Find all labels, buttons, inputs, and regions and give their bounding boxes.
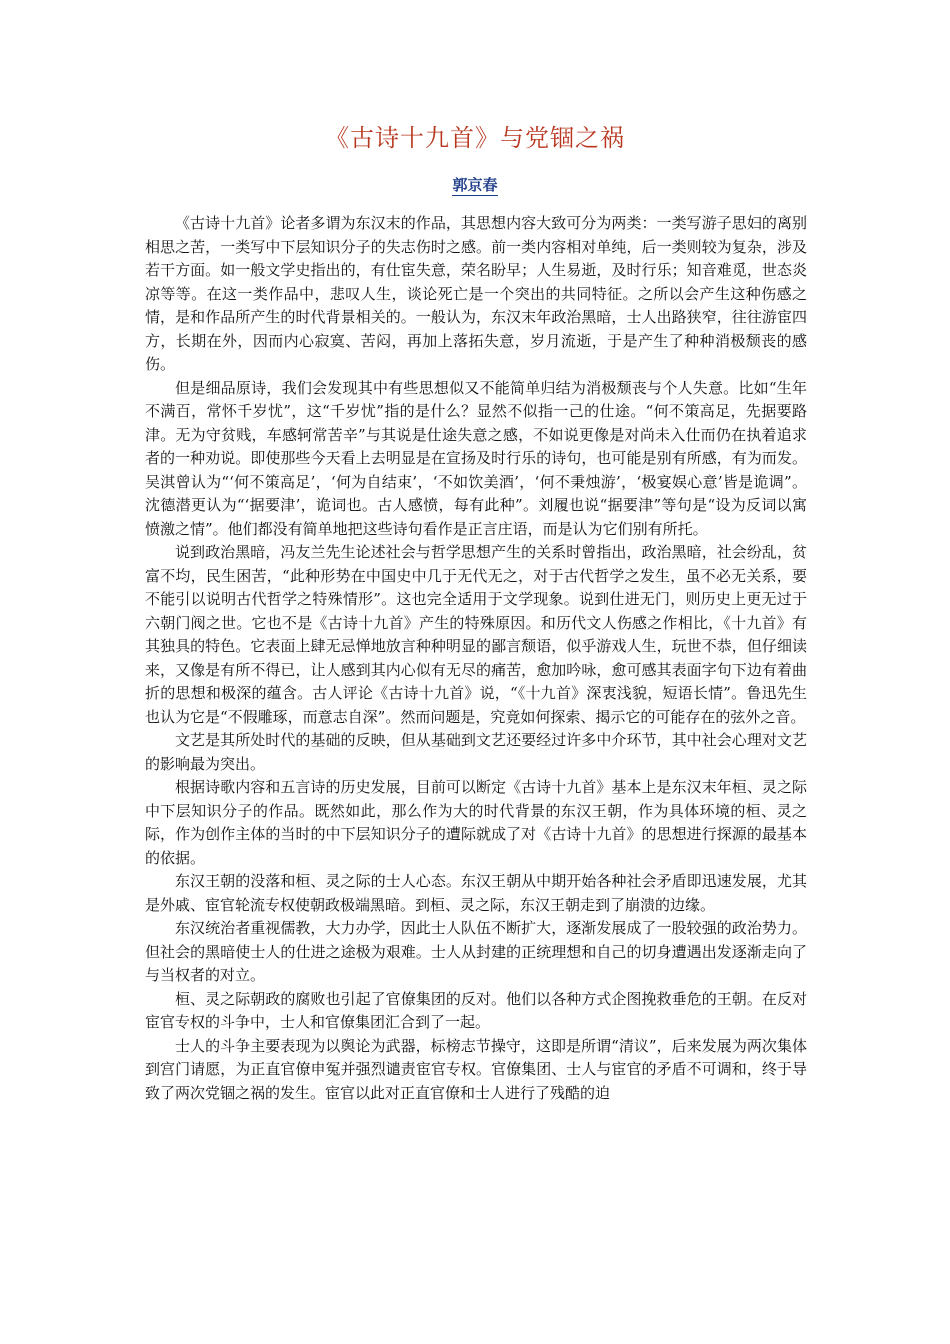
article-body xyxy=(145,212,807,1105)
paragraph: 文艺是其所处时代的基础的反映，但从基础到文艺还要经过许多中介环节，其中社会心理对文艺的影响最为突出。 xyxy=(145,731,807,773)
paragraph: 但是细品原诗，我们会发现其中有些思想似又不能简单归结为消极颓丧与个人失意。比如“生年不满百，常怀千岁忧”，这“千岁忧”指的是什么？显然不似指一己的仕途。“何不策高足，先据要路津。无为守贫贱，车感轲常苦辛”与其说是仕途失意之感，不如说更像是对尚未入仕而仍在执着追求者的一种劝说。即使那些今天看上去明显是在宣扬及时行乐的诗句，也可能是别有所感，有为而发。吴淇曾认为“‘何不策高足’，‘何为自结束’，‘不如饮美酒’，‘何不秉烛游’，‘极宴娱心意’皆是诡调”。沈德潜更认为“‘据要津’，诡词也。古人感愤，每有此种”。刘履也说“据要津”等句是“设为反词以寓愤激之情”。他们都没有简单地把这些诗句看作是正言庄语，而是认为它们别有所托。 xyxy=(145,378,807,538)
paragraph: 《古诗十九首》论者多谓为东汉末的作品，其思想内容大致可分为两类：一类写游子思妇的离别相思之苦，一类写中下层知识分子的失志伤时之感。前一类内容相对单纯，后一类则较为复杂，涉及若干方面。如一般文学史指出的，有仕宦失意，荣名盼早；人生易逝，及时行乐；知音难觅，世态炎凉等等。在这一类作品中，悲叹人生，谈论死亡是一个突出的共同特征。之所以会产生这种伤感之情，是和作品所产生的时代背景相关的。一般认为，东汉末年政治黑暗，士人出路狭窄，往往游宦四方，长期在外，因而内心寂寞、苦闷，再加上落拓失意，岁月流逝，于是产生了种种消极颓丧的感伤。 xyxy=(145,214,807,373)
page-title: 《古诗十九首》与党锢之祸 xyxy=(325,124,625,152)
paragraph: 士人的斗争主要表现为以舆论为武器，标榜志节操守，这即是所谓“清议”，后来发展为两次集体到宫门请愿，为正直官僚申冤并强烈谴责宦官专权。官僚集团、士人与宦官的矛盾不可调和，终于导致了两次党锢之祸的发生。宦官以此对正直官僚和士人进行了残酷的迫 xyxy=(145,1036,807,1102)
paragraph: 说到政治黑暗，冯友兰先生论述社会与哲学思想产生的关系时曾指出，政治黑暗，社会纷乱，贫富不均，民生困苦，“此种形势在中国史中几于无代无之，对于古代哲学之发生，虽不必无关系，要不能引以说明古代哲学之特殊情形”。这也完全适用于文学现象。说到仕进无门，则历史上更无过于六朝门阀之世。它也不是《古诗十九首》产生的特殊原因。和历代文人伤感之作相比，《十九首》有其独具的特色。它表面上肆无忌惮地放言种种明显的鄙言颓语，似乎游戏人生，玩世不恭，但仔细读来，又像是有所不得已，让人感到其内心似有无尽的痛苦，愈加吟咏，愈可感其表面字句下边有着曲折的思想和极深的蕴含。古人评论《古诗十九首》说，“《十九首》深衷浅貌，短语长情”。鲁迅先生也认为它是“不假雕琢，而意志自深”。然而问题是，究竟如何探索、揭示它的可能存在的弦外之音。 xyxy=(145,543,807,726)
author-link[interactable]: 郭京春 xyxy=(452,176,498,194)
paragraph: 桓、灵之际朝政的腐败也引起了官僚集团的反对。他们以各种方式企图挽救垂危的王朝。在反对宦官专权的斗争中，士人和官僚集团汇合到了一起。 xyxy=(145,989,807,1031)
paragraph: 东汉统治者重视儒教，大力办学，因此士人队伍不断扩大，逐渐发展成了一股较强的政治势力。但社会的黑暗使士人的仕进之途极为艰难。士人从封建的正统理想和自己的切身遭遇出发逐渐走向了与当权者的对立。 xyxy=(145,919,807,984)
paragraph: 根据诗歌内容和五言诗的历史发展，目前可以断定《古诗十九首》基本上是东汉末年桓、灵之际中下层知识分子的作品。既然如此，那么作为大的时代背景的东汉王朝，作为具体环境的桓、灵之际，作为创作主体的当时的中下层知识分子的遭际就成了对《古诗十九首》的思想进行探源的最基本的依据。 xyxy=(145,778,807,867)
paragraph: 东汉王朝的没落和桓、灵之际的士人心态。东汉王朝从中期开始各种社会矛盾即迅速发展，尤其是外戚、宦官轮流专权使朝政极端黑暗。到桓、灵之际，东汉王朝走到了崩溃的边缘。 xyxy=(145,872,807,914)
author-name xyxy=(0,174,950,195)
